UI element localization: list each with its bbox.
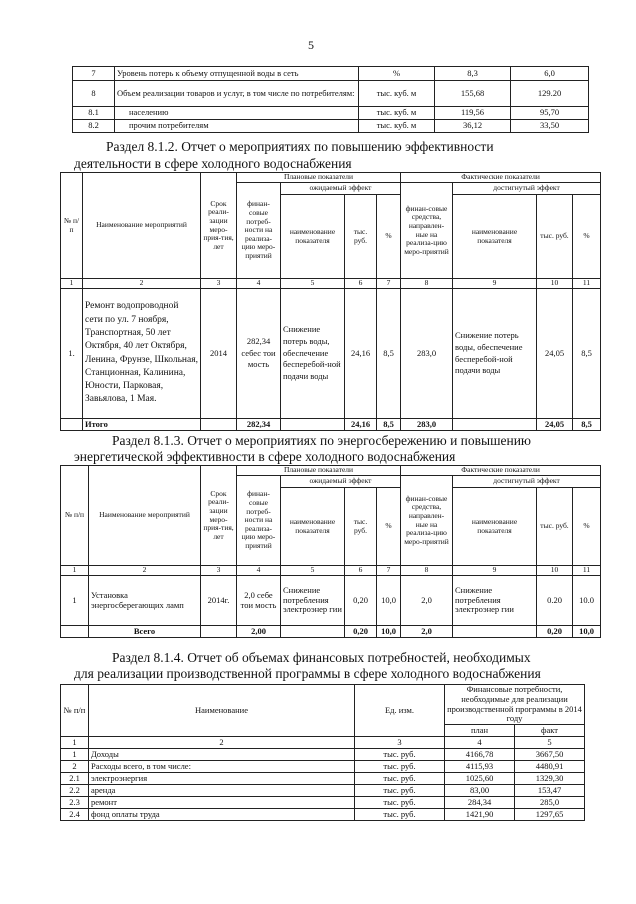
index-cell: 6 bbox=[345, 279, 377, 289]
index-cell: 8 bbox=[401, 279, 453, 289]
section-heading-8-1-4: Раздел 8.1.4. Отчет об объемах финансовых потребностей, необходимых bbox=[112, 650, 531, 665]
header-tr: тыс. руб. bbox=[537, 488, 573, 566]
row-plan: 4115,93 bbox=[445, 761, 515, 773]
index-cell: 5 bbox=[281, 279, 345, 289]
total-fin-plan: 2,00 bbox=[237, 626, 281, 638]
table-row bbox=[61, 761, 585, 773]
section-heading-8-1-2: Раздел 8.1.2. Отчет о мероприятиях по повышению эффективности bbox=[106, 139, 494, 154]
index-cell: 7 bbox=[377, 566, 401, 576]
table-header-row bbox=[61, 173, 601, 183]
header-planned: Плановые показатели bbox=[237, 173, 401, 183]
total-row bbox=[61, 419, 601, 431]
row-fact: 1297,65 bbox=[515, 809, 585, 821]
header-planned: Плановые показатели bbox=[237, 466, 401, 476]
row-value-plan: 119,56 bbox=[435, 107, 511, 120]
table-row bbox=[73, 81, 589, 107]
row-pct-actual: 10.0 bbox=[573, 576, 601, 626]
header-indicator: наименование показателя bbox=[281, 488, 345, 566]
row-number: 8.2 bbox=[73, 120, 115, 133]
index-cell: 3 bbox=[201, 279, 237, 289]
row-plan: 4166,78 bbox=[445, 749, 515, 761]
row-number: 2.1 bbox=[61, 773, 89, 785]
row-tr-actual: 24,05 bbox=[537, 289, 573, 419]
index-cell: 10 bbox=[537, 279, 573, 289]
header-indicator: наименование показателя bbox=[453, 195, 537, 279]
total-tr: 0,20 bbox=[345, 626, 377, 638]
index-cell: 1 bbox=[61, 737, 89, 749]
table-row bbox=[61, 289, 601, 419]
row-unit: тыс. руб. bbox=[355, 761, 445, 773]
index-cell: 5 bbox=[515, 737, 585, 749]
index-cell: 11 bbox=[573, 279, 601, 289]
index-cell: 4 bbox=[237, 279, 281, 289]
index-cell: 5 bbox=[281, 566, 345, 576]
row-number: 2.4 bbox=[61, 809, 89, 821]
header-pct: % bbox=[377, 488, 401, 566]
row-unit: тыс. руб. bbox=[355, 773, 445, 785]
total-pct-actual: 8,5 bbox=[573, 419, 601, 431]
header-actual: Фактические показатели bbox=[401, 173, 601, 183]
row-tr: 0,20 bbox=[345, 576, 377, 626]
index-cell: 3 bbox=[355, 737, 445, 749]
header-pct: % bbox=[377, 195, 401, 279]
row-number: 1. bbox=[61, 289, 83, 419]
row-fin-plan: 2,0 себе тои мость bbox=[237, 576, 281, 626]
row-tr-actual: 0.20 bbox=[537, 576, 573, 626]
index-cell: 10 bbox=[537, 566, 573, 576]
row-plan: 1025,60 bbox=[445, 773, 515, 785]
row-value-fact: 129.20 bbox=[511, 81, 589, 107]
table-header-row bbox=[61, 466, 601, 476]
row-term: 2014 bbox=[201, 289, 237, 419]
table-header-row bbox=[61, 685, 585, 725]
total-pct-actual: 10,0 bbox=[573, 626, 601, 638]
index-cell: 4 bbox=[237, 566, 281, 576]
row-unit: тыс. руб. bbox=[355, 785, 445, 797]
row-effect-actual: Снижение потребления электроэнер гии bbox=[453, 576, 537, 626]
section-heading-8-1-3: Раздел 8.1.3. Отчет о мероприятиях по энергосбережению и повышению bbox=[112, 433, 532, 448]
row-unit: тыс. куб. м bbox=[359, 120, 435, 133]
row-number: 2 bbox=[61, 761, 89, 773]
row-effect: Снижение потерь воды, обеспечение бесперебой-ной подачи воды bbox=[281, 289, 345, 419]
header-name: Наименование мероприятий bbox=[89, 466, 201, 566]
row-effect: Снижение потребления электроэнер гии bbox=[281, 576, 345, 626]
total-pct: 10,0 bbox=[377, 626, 401, 638]
row-plan: 284,34 bbox=[445, 797, 515, 809]
row-number: 1 bbox=[61, 749, 89, 761]
header-number: № п/п bbox=[61, 685, 89, 737]
row-unit: тыс. руб. bbox=[355, 749, 445, 761]
header-indicator: наименование показателя bbox=[453, 488, 537, 566]
index-cell: 2 bbox=[89, 737, 355, 749]
row-pct: 8,5 bbox=[377, 289, 401, 419]
total-pct: 8,5 bbox=[377, 419, 401, 431]
row-number: 2.2 bbox=[61, 785, 89, 797]
total-label: Всего bbox=[89, 626, 201, 638]
top-table bbox=[72, 66, 589, 133]
index-row bbox=[61, 566, 601, 576]
header-term: Срок реали-зации меро-прия-тия, лет bbox=[201, 173, 237, 279]
row-unit: % bbox=[359, 67, 435, 81]
row-fact: 1329,30 bbox=[515, 773, 585, 785]
row-name: Расходы всего, в том числе: bbox=[89, 761, 355, 773]
total-tr-actual: 24,05 bbox=[537, 419, 573, 431]
header-name: Наименование мероприятий bbox=[83, 173, 201, 279]
header-expected: ожидаемый эффект bbox=[281, 183, 401, 195]
table-row bbox=[61, 773, 585, 785]
total-row bbox=[61, 626, 601, 638]
row-fin-actual: 283,0 bbox=[401, 289, 453, 419]
row-number: 8 bbox=[73, 81, 115, 107]
section-heading-8-1-4-line2: для реализации производственной программы в сфере холодного водоснабжения bbox=[74, 666, 541, 681]
row-name: электроэнергия bbox=[89, 773, 355, 785]
header-indicator: наименование показателя bbox=[281, 195, 345, 279]
row-value-fact: 6,0 bbox=[511, 67, 589, 81]
financial-needs-table bbox=[60, 684, 585, 821]
header-fact: факт bbox=[515, 725, 585, 737]
row-fact: 3667,50 bbox=[515, 749, 585, 761]
row-number: 8.1 bbox=[73, 107, 115, 120]
header-tr: тыс. руб. bbox=[345, 195, 377, 279]
row-value-plan: 8,3 bbox=[435, 67, 511, 81]
index-cell: 1 bbox=[61, 566, 89, 576]
row-pct-actual: 8,5 bbox=[573, 289, 601, 419]
table-row bbox=[61, 785, 585, 797]
index-row bbox=[61, 737, 585, 749]
table-row bbox=[73, 107, 589, 120]
row-fact: 285,0 bbox=[515, 797, 585, 809]
table-row bbox=[61, 797, 585, 809]
row-unit: тыс. куб. м bbox=[359, 107, 435, 120]
total-fin-plan: 282,34 bbox=[237, 419, 281, 431]
index-cell: 4 bbox=[445, 737, 515, 749]
index-cell: 6 bbox=[345, 566, 377, 576]
header-fin-needs: Финансовые потребности, необходимые для реализации производственной программы в 2014 году bbox=[445, 685, 585, 725]
row-name: ремонт bbox=[89, 797, 355, 809]
table-row bbox=[73, 67, 589, 81]
row-value-plan: 36,12 bbox=[435, 120, 511, 133]
header-actual: Фактические показатели bbox=[401, 466, 601, 476]
row-unit: тыс. руб. bbox=[355, 809, 445, 821]
row-value-plan: 155,68 bbox=[435, 81, 511, 107]
row-number: 2.3 bbox=[61, 797, 89, 809]
row-fact: 153,47 bbox=[515, 785, 585, 797]
section-heading-8-1-3-line2: энергетической эффективности в сфере холодного водоснабжения bbox=[74, 449, 456, 464]
header-plan: план bbox=[445, 725, 515, 737]
header-fin-plan: финан-совые потреб-ности на реализа-цию меро-приятий bbox=[237, 476, 281, 566]
header-pct: % bbox=[573, 488, 601, 566]
header-term: Срок реали-зации меро-прия-тия, лет bbox=[201, 466, 237, 566]
header-tr: тыс. руб. bbox=[345, 488, 377, 566]
total-label: Итого bbox=[83, 419, 201, 431]
header-unit: Ед. изм. bbox=[355, 685, 445, 737]
row-name: населению bbox=[115, 107, 359, 120]
index-cell: 2 bbox=[89, 566, 201, 576]
total-fin-actual: 283,0 bbox=[401, 419, 453, 431]
header-tr: тыс. руб. bbox=[537, 195, 573, 279]
index-row bbox=[61, 279, 601, 289]
header-number: № п/п bbox=[61, 466, 89, 566]
row-name: фонд оплаты труда bbox=[89, 809, 355, 821]
row-fact: 4480,91 bbox=[515, 761, 585, 773]
row-pct: 10,0 bbox=[377, 576, 401, 626]
section-heading-8-1-2-line2: деятельности в сфере холодного водоснабжения bbox=[74, 156, 352, 171]
index-cell: 1 bbox=[61, 279, 83, 289]
table-row bbox=[61, 576, 601, 626]
index-cell: 11 bbox=[573, 566, 601, 576]
total-tr: 24,16 bbox=[345, 419, 377, 431]
header-fin-actual: финан-совые средства, направлен-ные на реализа-цию меро-приятий bbox=[401, 183, 453, 279]
row-name: Ремонт водопроводной сети по ул. 7 ноября, Транспортная, 50 лет Октября, 40 лет Октября, Ленина, Фрунзе, Школьная, Станционная, Калинина, Юности, Парковая, Завьялова, 1 Мая. bbox=[83, 289, 201, 419]
header-achieved: достигнутый эффект bbox=[453, 183, 601, 195]
table-row bbox=[61, 809, 585, 821]
row-unit: тыс. куб. м bbox=[359, 81, 435, 107]
row-term: 2014г. bbox=[201, 576, 237, 626]
header-name: Наименование bbox=[89, 685, 355, 737]
page-number: 5 bbox=[308, 38, 314, 52]
row-value-fact: 95,70 bbox=[511, 107, 589, 120]
index-cell: 7 bbox=[377, 279, 401, 289]
header-achieved: достигнутый эффект bbox=[453, 476, 601, 488]
header-fin-plan: финан-совые потреб-ности на реализа-цию меро-приятий bbox=[237, 183, 281, 279]
row-name: прочим потребителям bbox=[115, 120, 359, 133]
measures-efficiency-table bbox=[60, 172, 601, 431]
header-expected: ожидаемый эффект bbox=[281, 476, 401, 488]
index-cell: 8 bbox=[401, 566, 453, 576]
index-cell: 9 bbox=[453, 566, 537, 576]
table-row bbox=[73, 120, 589, 133]
row-name: Уровень потерь к объему отпущенной воды в сеть bbox=[115, 67, 359, 81]
total-fin-actual: 2,0 bbox=[401, 626, 453, 638]
total-tr-actual: 0,20 bbox=[537, 626, 573, 638]
row-fin-actual: 2,0 bbox=[401, 576, 453, 626]
index-cell: 2 bbox=[83, 279, 201, 289]
row-number: 1 bbox=[61, 576, 89, 626]
row-plan: 1421,90 bbox=[445, 809, 515, 821]
measures-energy-table bbox=[60, 465, 601, 638]
row-name: аренда bbox=[89, 785, 355, 797]
row-name: Установка энергосберегающих ламп bbox=[89, 576, 201, 626]
header-fin-actual: финан-совые средства, направлен-ные на реализа-цию меро-приятий bbox=[401, 476, 453, 566]
row-name: Доходы bbox=[89, 749, 355, 761]
row-tr: 24,16 bbox=[345, 289, 377, 419]
index-cell: 3 bbox=[201, 566, 237, 576]
row-name: Объем реализации товаров и услуг, в том числе по потребителям: bbox=[115, 81, 359, 107]
row-plan: 83,00 bbox=[445, 785, 515, 797]
row-value-fact: 33,50 bbox=[511, 120, 589, 133]
row-effect-actual: Снижение потерь воды, обеспечение бесперебой-ной подачи воды bbox=[453, 289, 537, 419]
header-pct: % bbox=[573, 195, 601, 279]
row-number: 7 bbox=[73, 67, 115, 81]
row-unit: тыс. руб. bbox=[355, 797, 445, 809]
table-row bbox=[61, 749, 585, 761]
row-fin-plan: 282,34 себес тои мость bbox=[237, 289, 281, 419]
header-number: № п/ п bbox=[61, 173, 83, 279]
index-cell: 9 bbox=[453, 279, 537, 289]
